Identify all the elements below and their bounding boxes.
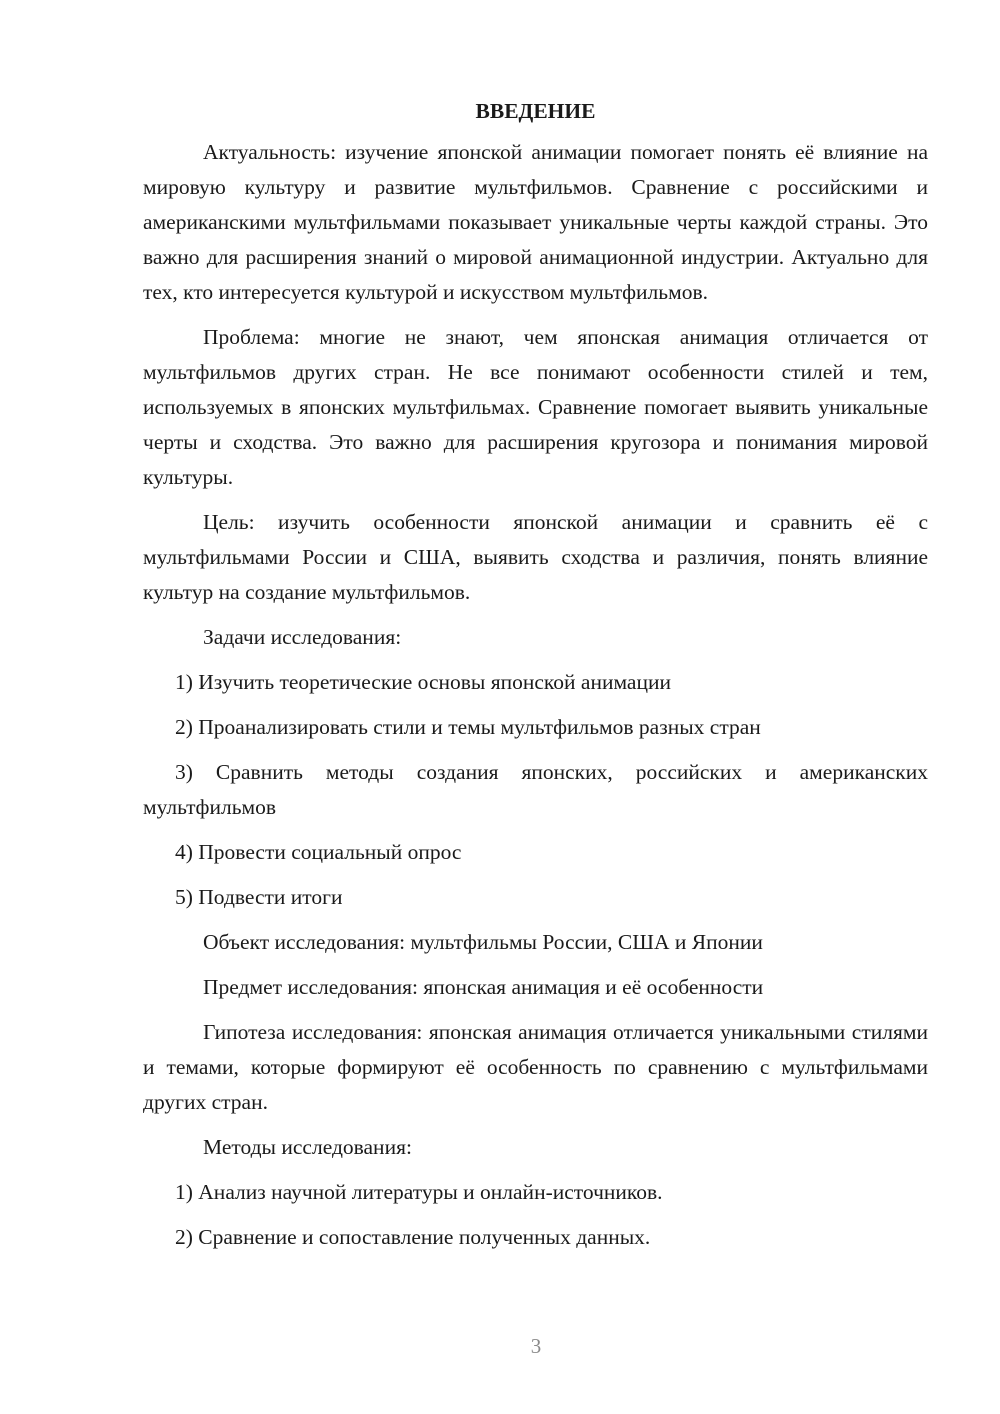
task-item: 2) Проанализировать стили и темы мультфильмов разных стран [175, 715, 761, 739]
object-paragraph: Объект исследования: мультфильмы России, США и Японии [203, 930, 763, 954]
tasks-heading: Задачи исследования: [203, 625, 402, 649]
task-item: 4) Провести социальный опрос [175, 840, 462, 864]
methods-heading: Методы исследования: [203, 1135, 412, 1159]
task-item: 5) Подвести итоги [175, 885, 343, 909]
relevance-paragraph: Актуальность: изучение японской анимации помогает понять её влияние на мировую культуру и развитие мультфильмов. Сравнение с российскими и американскими мультфильмами показывает уникальные черты каждой страны. Это важно для расширения знаний о мировой анимационной индустрии. Актуально для тех, кто интересуется культурой и искусством мультфильмов. [143, 140, 928, 304]
page-number: 3 [530, 1334, 542, 1358]
hypothesis-paragraph: Гипотеза исследования: японская анимация отличается уникальными стилями и темами, которые формируют её особенность по сравнению с мультфильмами других стран. [143, 1020, 928, 1114]
goal-paragraph: Цель: изучить особенности японской анимации и сравнить её с мультфильмами России и США, выявить сходства и различия, понять влияние культур на создание мультфильмов. [143, 510, 928, 604]
method-item: 1) Анализ научной литературы и онлайн-источников. [175, 1180, 663, 1204]
method-item: 2) Сравнение и сопоставление полученных данных. [175, 1225, 651, 1249]
section-title: ВВЕДЕНИЕ [475, 99, 596, 123]
problem-paragraph: Проблема: многие не знают, чем японская анимация отличается от мультфильмов других стран. Не все понимают особенности стилей и тем, используемых в японских мультфильмах. Сравнение помогает выявить уникальные черты и сходства. Это важно для расширения кругозора и понимания мировой культуры. [143, 325, 928, 489]
document-page [143, 94, 928, 1265]
task-item: 3) Сравнить методы создания японских, российских и американских мультфильмов [143, 760, 928, 819]
subject-paragraph: Предмет исследования: японская анимация и её особенности [203, 975, 764, 999]
task-item: 1) Изучить теоретические основы японской анимации [175, 670, 671, 694]
